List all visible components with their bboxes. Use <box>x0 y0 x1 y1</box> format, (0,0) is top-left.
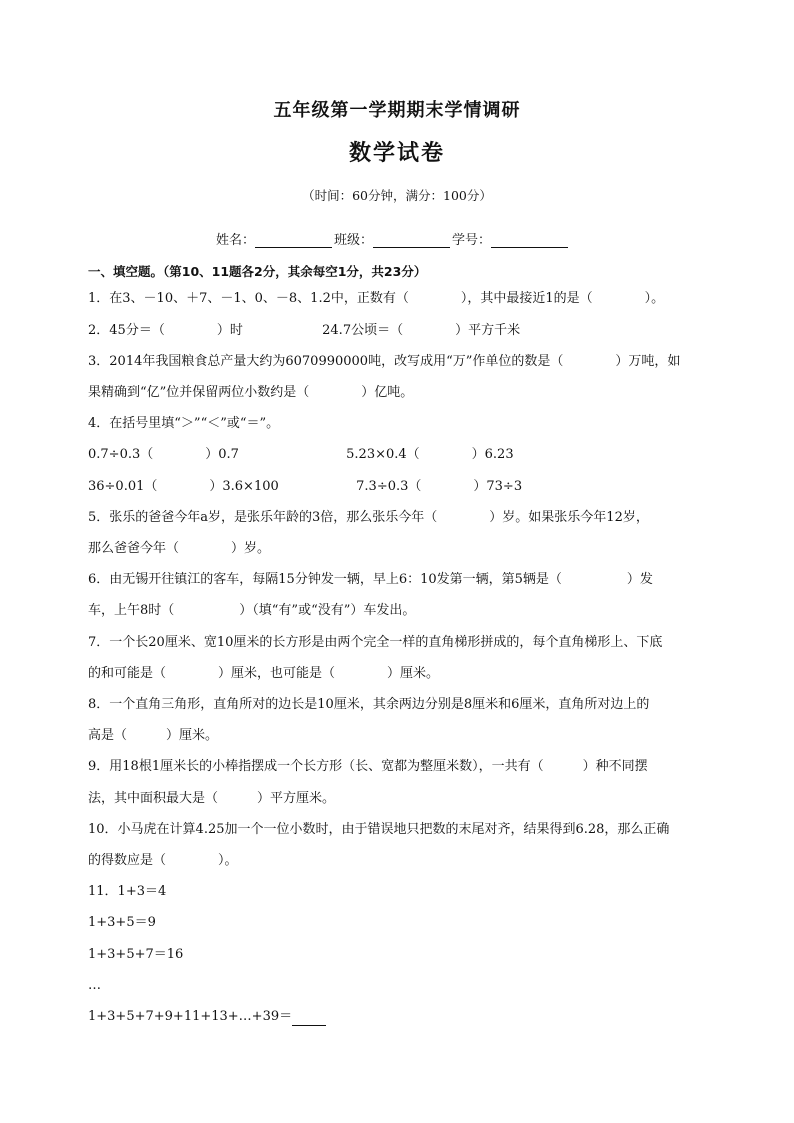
question-3-line-1: 3．2014年我国粮食总产量大约为6070990000吨，改写成用“万”作单位的数是（ ）万吨，如 <box>88 354 681 369</box>
question-8-line-2: 高是（ ）厘米。 <box>88 728 219 743</box>
question-4-row-1 <box>88 446 514 464</box>
question-11-line-2: 1+3+5＝9 <box>88 915 156 930</box>
exam-time-note: （时间：60分钟，满分：100分） <box>302 188 492 203</box>
question-11-line-1: 11．1+3＝4 <box>88 884 167 899</box>
question-4-item-2: 5.23×0.4（ ）6.23 <box>346 447 514 462</box>
question-9-line-2: 法，其中面积最大是（ ）平方厘米。 <box>88 791 336 806</box>
question-11-line-5 <box>88 1008 326 1026</box>
question-1: 1．在3、－10、＋7、－1、0、－8、1.2中，正数有（ ），其中最接近1的是（ ）。 <box>88 291 665 306</box>
exam-subject: 数学试卷 <box>348 141 445 166</box>
question-4-item-1: 0.7÷0.3（ ）0.7 <box>88 447 239 462</box>
name-blank[interactable] <box>255 233 332 248</box>
question-4: 4．在括号里填“＞”“＜”或“＝”。 <box>88 416 280 431</box>
question-11-line-4: … <box>88 978 101 993</box>
question-7-line-1: 7．一个长20厘米、宽10厘米的长方形是由两个完全一样的直角梯形拼成的，每个直角梯形上、下底 <box>88 635 663 650</box>
question-2 <box>88 322 520 340</box>
question-5-line-2: 那么爸爸今年（ ）岁。 <box>88 541 271 556</box>
question-4-item-3: 36÷0.01（ ）3.6×100 <box>88 479 279 494</box>
question-8-line-1: 8．一个直角三角形，直角所对的边长是10厘米，其余两边分别是8厘米和6厘米，直角所对边上的 <box>88 697 650 712</box>
number-blank[interactable] <box>491 233 568 248</box>
question-7-line-2: 的和可能是（ ）厘米，也可能是（ ）厘米。 <box>88 666 440 681</box>
question-11-line-3: 1+3+5+7＝16 <box>88 947 184 962</box>
exam-title: 五年级第一学期期末学情调研 <box>273 100 521 121</box>
question-4-row-2 <box>88 478 522 496</box>
number-label: 学号： <box>452 233 492 248</box>
class-label: 班级： <box>334 233 374 248</box>
question-6-line-2: 车，上午8时（ ）（填“有”或“没有”）车发出。 <box>88 603 416 618</box>
question-11-expression: 1+3+5+7+9+11+13+…+39＝ <box>88 1009 293 1024</box>
name-label: 姓名： <box>216 233 256 248</box>
question-10-line-2: 的得数应是（ ）。 <box>88 853 238 868</box>
student-info-row <box>216 229 570 248</box>
question-9-line-1: 9．用18根1厘米长的小棒指摆成一个长方形（长、宽都为整厘米数），一共有（ ）种不同摆 <box>88 759 648 774</box>
question-4-item-4: 7.3÷0.3（ ）73÷3 <box>356 479 523 494</box>
question-2-part-a: 2．45分＝（ ）时 <box>88 323 243 338</box>
question-3-line-2: 果精确到“亿”位并保留两位小数约是（ ）亿吨。 <box>88 385 414 400</box>
question-2-part-b: 24.7公顷＝（ ）平方千米 <box>322 323 521 338</box>
question-6-line-1: 6．由无锡开往镇江的客车，每隔15分钟发一辆，早上6：10发第一辆，第5辆是（ ）发 <box>88 572 653 587</box>
section-heading: 一、填空题。（第10、11题各2分，其余每空1分，共23分） <box>88 264 427 279</box>
class-blank[interactable] <box>373 233 450 248</box>
question-5-line-1: 5．张乐的爸爸今年a岁，是张乐年龄的3倍，那么张乐今年（ ）岁。如果张乐今年12岁， <box>88 510 649 525</box>
question-11-answer-blank[interactable] <box>292 1012 326 1026</box>
question-10-line-1: 10．小马虎在计算4.25加一个一位小数时，由于错误地只把数的末尾对齐，结果得到6.28，那么正确 <box>88 822 670 837</box>
